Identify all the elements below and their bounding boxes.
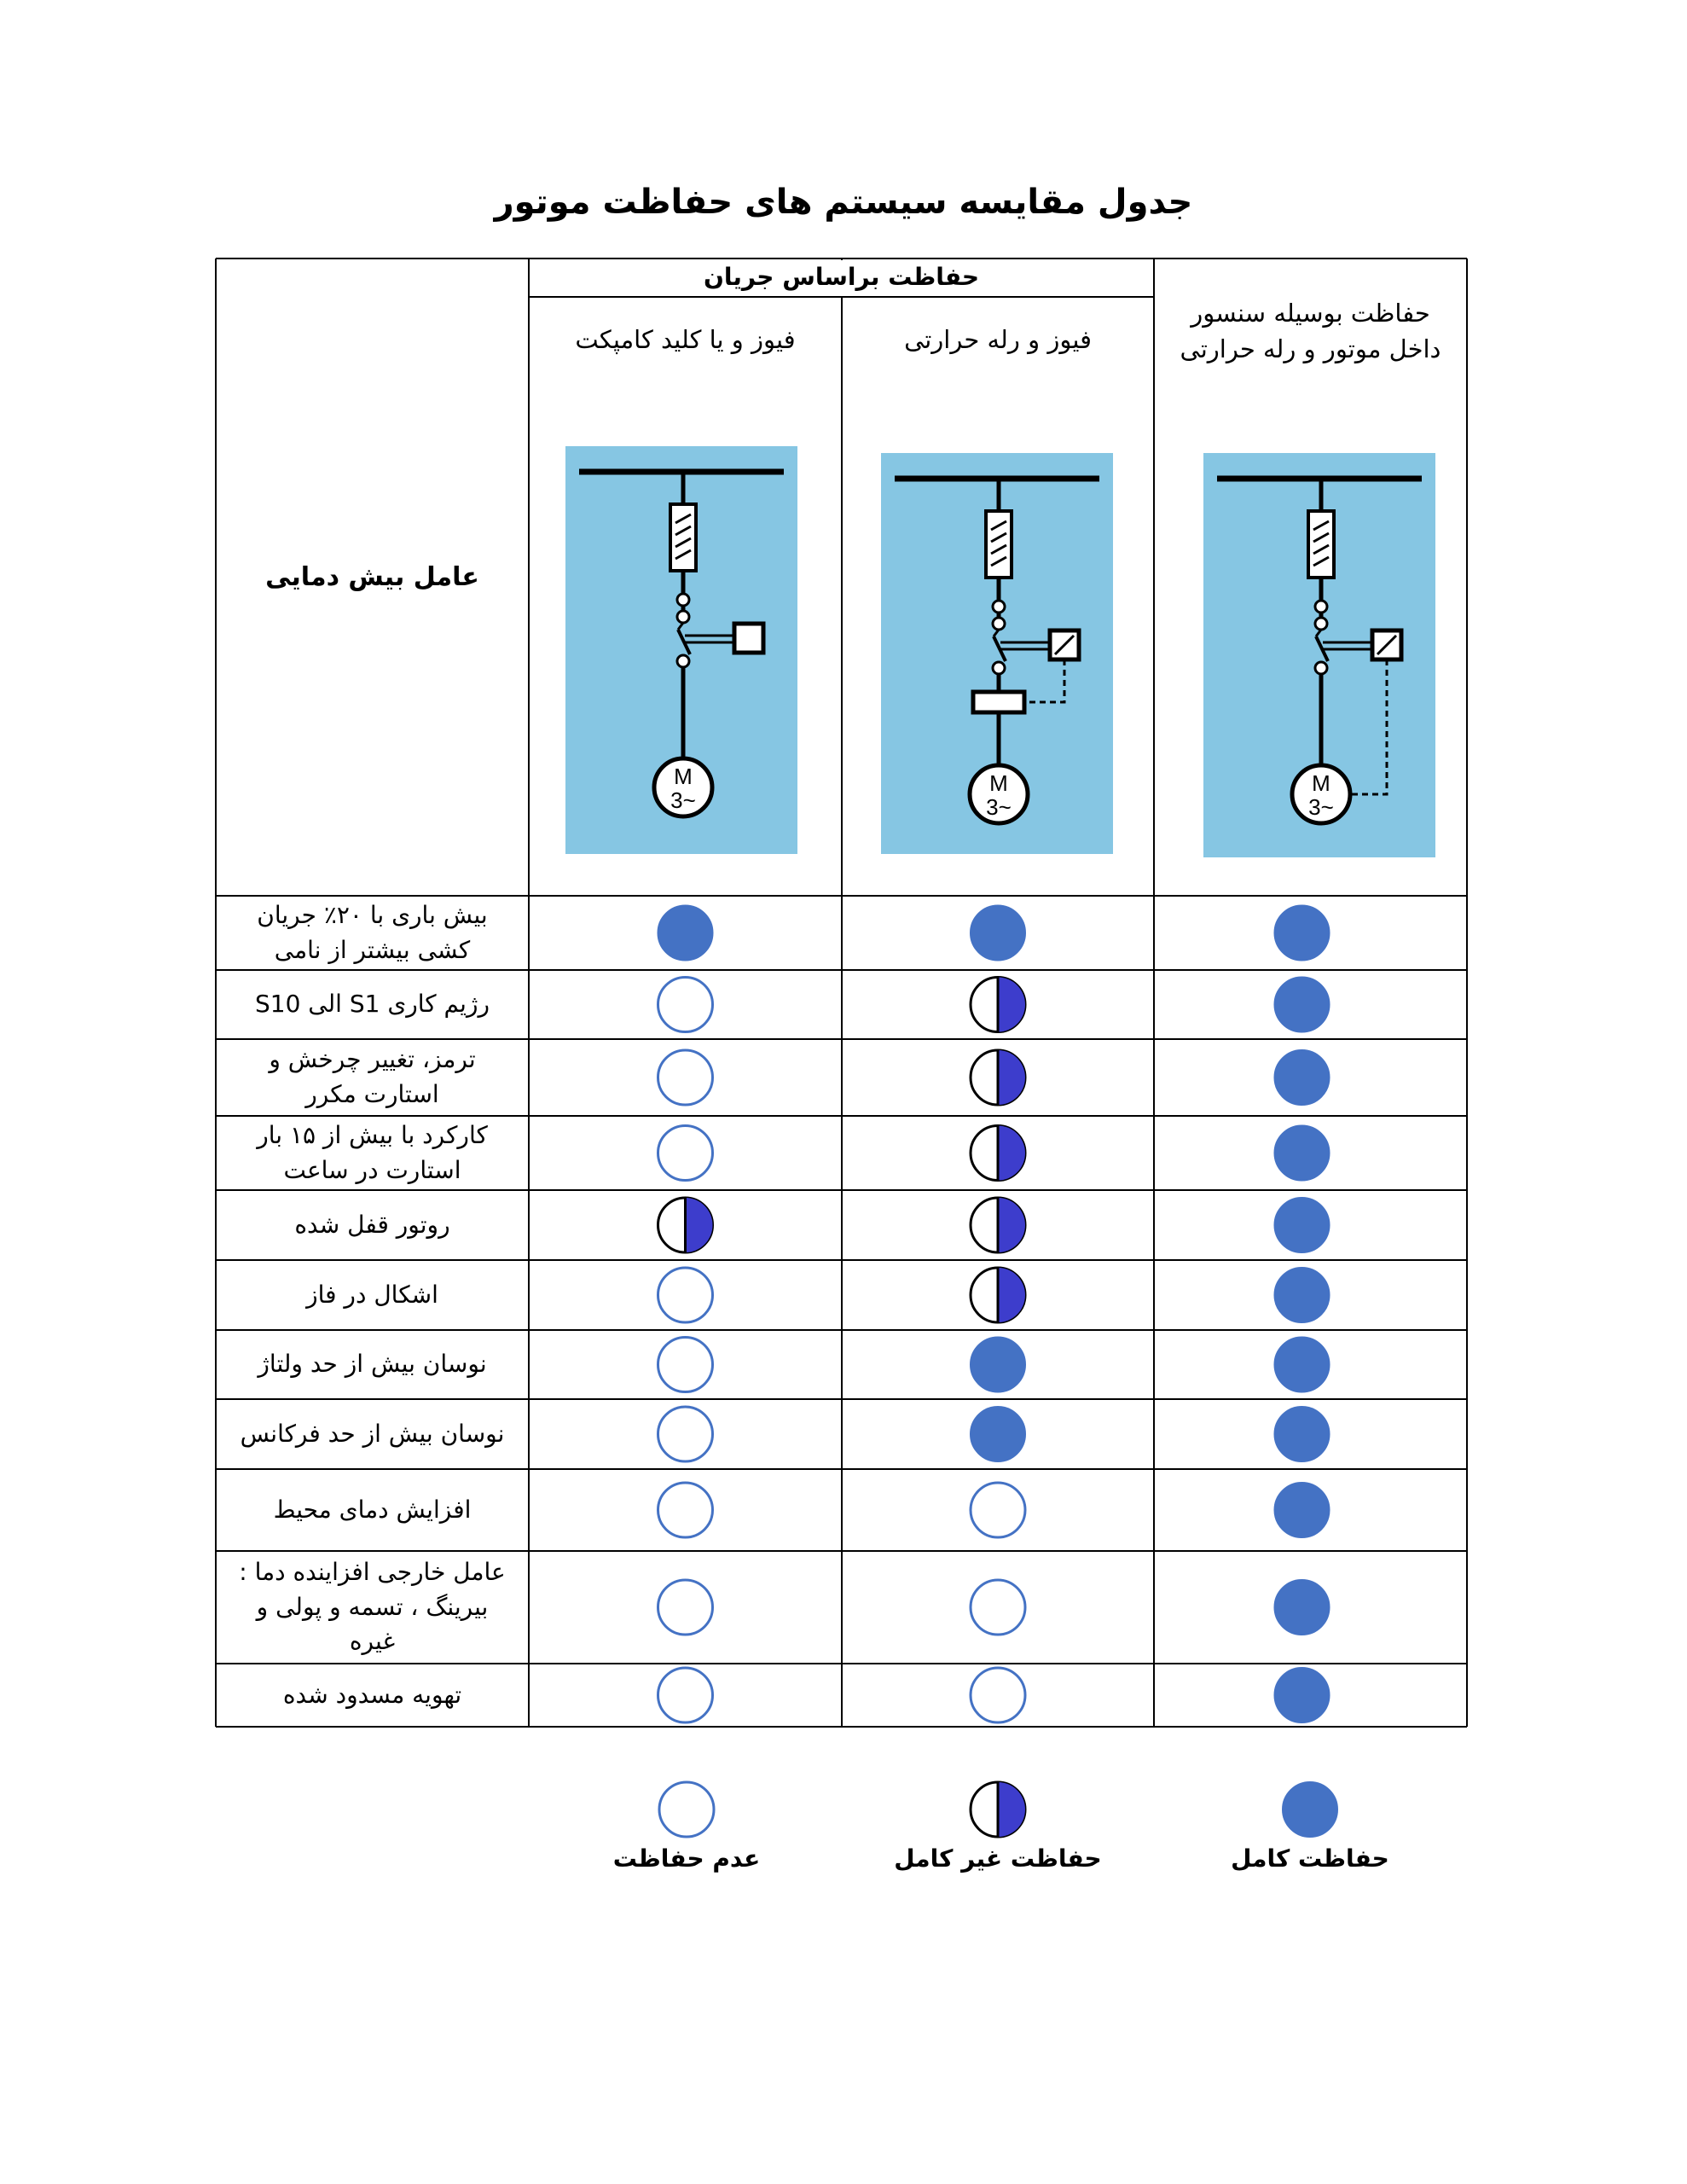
protection-full-icon bbox=[1275, 1407, 1330, 1461]
row-label: تهویه مسدود شده bbox=[282, 1680, 462, 1709]
circuit-diagram-sensor-relay bbox=[1203, 453, 1435, 857]
table-row bbox=[658, 1580, 1330, 1635]
column-header-fuse-compact: فیوز و یا کلید کامپکت bbox=[575, 324, 796, 354]
motor-label-phase: 3~ bbox=[986, 794, 1012, 820]
row-label: افزایش دمای محیط bbox=[273, 1495, 472, 1524]
protection-none-icon bbox=[658, 1050, 713, 1105]
page-title: جدول مقایسه سیستم های حفاظت موتور bbox=[494, 183, 1193, 222]
motor-label-m: M bbox=[989, 770, 1008, 796]
protection-none-icon bbox=[658, 978, 713, 1032]
motor-label-m: M bbox=[1312, 770, 1330, 796]
protection-full-icon bbox=[971, 1338, 1025, 1392]
row-label: کارکرد با بیش از ۱۵ بار استارت در ساعت bbox=[257, 1120, 488, 1184]
table-row bbox=[658, 1126, 1330, 1181]
protection-none-icon bbox=[658, 1668, 713, 1722]
column-header-sensor-thermal-relay: حفاظت بوسیله سنسور داخل موتور و رله حرارتی bbox=[1180, 298, 1441, 363]
protection-none-icon bbox=[971, 1668, 1025, 1722]
row-label: بیش باری با ۲۰٪ جریان کشی بیشتر از نامی bbox=[257, 900, 488, 964]
protection-none-icon bbox=[971, 1580, 1025, 1635]
protection-full-icon bbox=[1275, 1338, 1330, 1392]
protection-half-icon bbox=[971, 1050, 1025, 1105]
motor-label-phase: 3~ bbox=[670, 787, 696, 813]
legend-label-none: عدم حفاظت bbox=[612, 1844, 761, 1873]
protection-full-icon bbox=[971, 906, 1025, 961]
protection-full-icon bbox=[971, 1407, 1025, 1461]
row-label: نوسان بیش از حد ولتاژ bbox=[258, 1350, 487, 1379]
table-row bbox=[658, 1668, 1330, 1722]
legend-label-full: حفاظت کامل bbox=[1231, 1844, 1389, 1873]
row-label: رژیم کاری S1 الی S10 bbox=[254, 990, 490, 1019]
table-row bbox=[658, 1338, 1330, 1392]
circuit-diagram-thermal-relay bbox=[881, 453, 1113, 854]
protection-none-icon bbox=[658, 1268, 713, 1322]
table-row bbox=[658, 1198, 1330, 1252]
row-label: اشکال در فاز bbox=[306, 1280, 438, 1309]
protection-full-icon bbox=[1275, 1050, 1330, 1105]
protection-half-icon bbox=[971, 1198, 1025, 1252]
legend-half-icon bbox=[971, 1782, 1025, 1837]
table-row bbox=[658, 1050, 1330, 1105]
protection-none-icon bbox=[971, 1483, 1025, 1537]
protection-full-icon bbox=[1275, 1483, 1330, 1537]
protection-none-icon bbox=[658, 1126, 713, 1181]
trip-actuator-box bbox=[734, 624, 763, 653]
current-protection-group-header: حفاظت براساس جریان bbox=[703, 263, 980, 292]
protection-full-icon bbox=[1275, 1126, 1330, 1181]
protection-full-icon bbox=[1275, 1580, 1330, 1635]
protection-full-icon bbox=[1275, 1668, 1330, 1722]
protection-full-icon bbox=[1275, 1198, 1330, 1252]
protection-none-icon bbox=[658, 1407, 713, 1461]
protection-half-icon bbox=[658, 1198, 713, 1252]
protection-none-icon bbox=[658, 1580, 713, 1635]
table-row bbox=[658, 1483, 1330, 1537]
protection-half-icon bbox=[971, 1268, 1025, 1322]
protection-full-icon bbox=[1275, 1268, 1330, 1322]
protection-full-icon bbox=[658, 906, 713, 961]
fuse-symbol bbox=[670, 504, 696, 571]
legend-none-icon bbox=[659, 1782, 714, 1837]
column-header-fuse-thermal-relay: فیوز و رله حرارتی bbox=[904, 324, 1092, 354]
table-row bbox=[658, 1268, 1330, 1322]
motor-label-phase: 3~ bbox=[1308, 794, 1334, 820]
protection-full-icon bbox=[1275, 978, 1330, 1032]
protection-none-icon bbox=[658, 1483, 713, 1537]
legend-label-half: حفاظت غیر کامل bbox=[894, 1844, 1102, 1873]
circuit-diagram-fuse-compact bbox=[565, 446, 797, 854]
protection-none-icon bbox=[658, 1338, 713, 1392]
overheating-factor-header: عامل بیش دمایی bbox=[265, 561, 479, 592]
table-row bbox=[658, 906, 1330, 961]
protection-half-icon bbox=[971, 1126, 1025, 1181]
row-label: روتور قفل شده bbox=[294, 1210, 450, 1239]
legend-full-icon bbox=[1283, 1782, 1337, 1837]
fuse-symbol bbox=[1308, 511, 1334, 578]
table-row bbox=[658, 978, 1330, 1032]
thermal-relay-symbol bbox=[973, 692, 1024, 712]
protection-half-icon bbox=[971, 978, 1025, 1032]
motor-label-m: M bbox=[674, 764, 693, 789]
row-label: عامل خارجی افزاینده دما : بیرینگ ، تسمه و پولی و غیره bbox=[239, 1558, 506, 1656]
protection-full-icon bbox=[1275, 906, 1330, 961]
row-label: نوسان بیش از حد فرکانس bbox=[240, 1419, 505, 1448]
row-label: ترمز، تغییر چرخش و استارت مکرر bbox=[269, 1045, 476, 1108]
table-row bbox=[658, 1407, 1330, 1461]
fuse-symbol bbox=[986, 511, 1012, 578]
